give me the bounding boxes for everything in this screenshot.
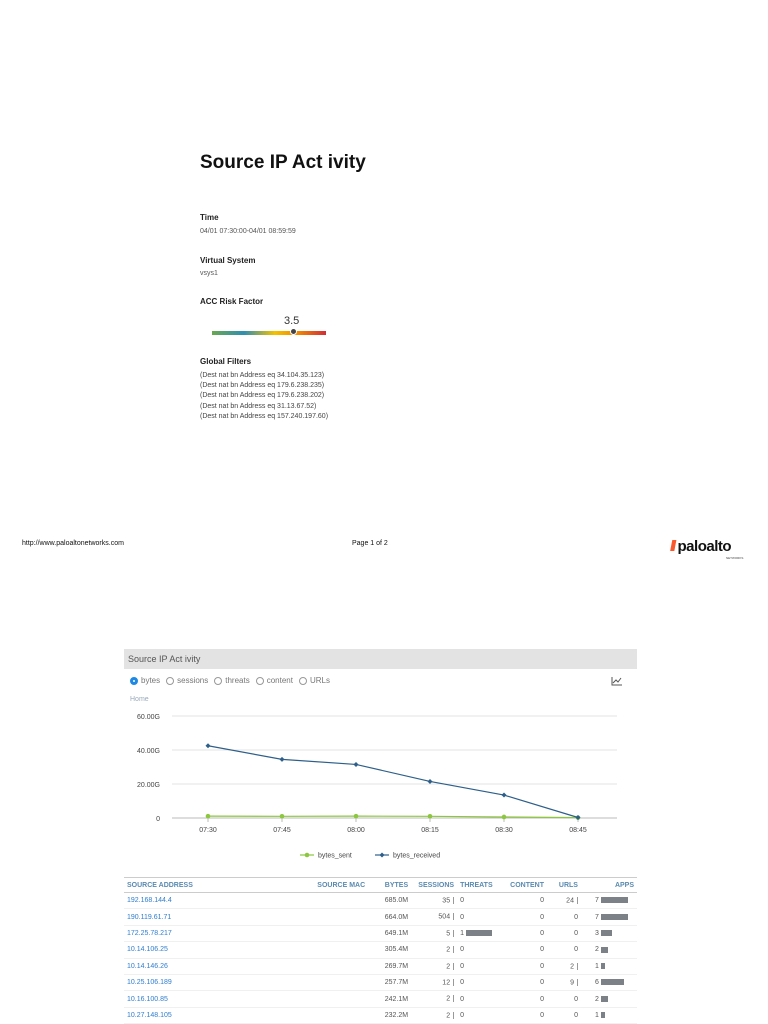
source-mac-cell (314, 909, 375, 925)
threats-cell: 0 (460, 995, 464, 1003)
data-point (206, 814, 211, 819)
source-mac-cell (314, 942, 375, 958)
col-urls[interactable]: URLS (547, 878, 581, 893)
risk-label: ACC Risk Factor (200, 297, 264, 306)
y-tick-label: 60.00G (137, 714, 160, 721)
urls-cell: 0 (574, 929, 578, 937)
content-cell: 0 (540, 929, 545, 937)
apps-cell: 7 (581, 893, 637, 909)
radio-bytes[interactable]: bytes (130, 676, 160, 685)
time-value: 04/01 07:30:00-04/01 08:59:59 (200, 228, 296, 235)
table-row[interactable] (124, 909, 637, 925)
y-tick-label: 20.00G (137, 782, 160, 789)
source-mac-cell (314, 958, 375, 974)
content-cell: 0 (540, 962, 545, 970)
sessions-bar (453, 913, 454, 920)
source-address-link[interactable]: 10.14.106.25 (127, 946, 168, 954)
bytes-cell: 685.0M (384, 897, 409, 905)
time-label: Time (200, 213, 219, 222)
source-mac-cell (314, 974, 375, 990)
threats-cell: 0 (460, 897, 464, 905)
data-point (428, 779, 433, 784)
source-address-link[interactable]: 172.25.78.217 (127, 929, 172, 937)
content-cell: 0 (540, 913, 545, 921)
col-sessions[interactable]: SESSIONS (411, 878, 457, 893)
data-point (354, 814, 359, 819)
sessions-bar (453, 995, 454, 1002)
table-row[interactable] (124, 1007, 637, 1023)
content-cell: 0 (540, 995, 545, 1003)
urls-cell: 0 (574, 946, 578, 954)
data-point (354, 762, 359, 767)
series-line-bytes_sent (208, 816, 578, 818)
filters-label: Global Filters (200, 357, 252, 366)
radio-urls[interactable]: URLs (299, 676, 330, 685)
filter-item: (Dest nat bn Address eq 31.13.67.52) (200, 402, 317, 410)
sessions-cell: 2 (411, 991, 457, 1007)
source-address-link[interactable]: 10.16.100.85 (127, 995, 168, 1003)
sessions-cell: 35 (411, 893, 457, 909)
series-line-bytes_received (208, 746, 578, 818)
bytes-cell: 232.2M (384, 1011, 409, 1019)
source-address-link[interactable]: 10.14.146.26 (127, 962, 168, 970)
page-number: Page 1 of 2 (352, 540, 388, 547)
line-chart (120, 705, 630, 865)
content-cell: 0 (540, 897, 545, 905)
col-source-mac[interactable]: SOURCE MAC (314, 878, 375, 893)
radio-selected-icon[interactable] (130, 677, 138, 685)
content-cell: 0 (540, 1011, 545, 1019)
urls-bar (577, 963, 578, 970)
bytes-cell: 242.1M (384, 995, 409, 1003)
filter-item: (Dest nat bn Address eq 179.6.238.202) (200, 392, 325, 400)
apps-cell: 2 (581, 942, 637, 958)
apps-cell: 1 (581, 1007, 637, 1023)
paloalto-mark-icon: /// (670, 538, 674, 555)
sessions-bar (453, 963, 454, 970)
radio-icon[interactable] (214, 677, 222, 685)
vsys-value: vsys1 (200, 270, 218, 277)
data-point (206, 743, 211, 748)
source-ip-table (124, 877, 637, 1024)
threats-bar (466, 930, 492, 936)
filter-item: (Dest nat bn Address eq 157.240.197.60) (200, 412, 329, 420)
apps-bar (601, 897, 628, 903)
sessions-bar (453, 979, 454, 986)
radio-icon[interactable] (299, 677, 307, 685)
risk-gradient-bar (212, 331, 326, 335)
col-source-address[interactable]: SOURCE ADDRESS (124, 878, 314, 893)
source-mac-cell (314, 925, 375, 941)
table-row[interactable] (124, 925, 637, 941)
legend-marker (305, 853, 310, 858)
sessions-cell: 504 (411, 909, 457, 925)
urls-bar (577, 979, 578, 986)
threats-cell: 0 (460, 979, 464, 987)
bytes-cell: 269.7M (384, 962, 409, 970)
logo-subtitle: NETWORKS (726, 556, 744, 560)
radio-icon[interactable] (166, 677, 174, 685)
apps-bar (601, 930, 612, 936)
radio-sessions[interactable]: sessions (166, 676, 208, 685)
bytes-cell: 257.7M (384, 979, 409, 987)
footer-url[interactable]: http://www.paloaltonetworks.com (22, 540, 124, 547)
source-address-link[interactable]: 10.27.148.105 (127, 1011, 172, 1019)
sessions-bar (453, 930, 454, 937)
paloalto-logo: /// paloalto (670, 538, 732, 555)
x-tick-label: 07:45 (273, 827, 291, 834)
apps-cell: 3 (581, 925, 637, 941)
apps-bar (601, 996, 608, 1002)
apps-cell: 6 (581, 974, 637, 990)
data-point (502, 793, 507, 798)
apps-bar (601, 963, 605, 969)
data-point (280, 814, 285, 819)
x-tick-label: 08:15 (421, 827, 439, 834)
urls-cell: 0 (574, 1011, 578, 1019)
threats-cell: 0 (460, 946, 464, 954)
data-point (428, 814, 433, 819)
data-point (502, 815, 507, 820)
col-bytes[interactable]: BYTES (375, 878, 411, 893)
report-title: Source IP Act ivity (200, 152, 366, 173)
table-row[interactable] (124, 991, 637, 1007)
apps-cell: 7 (581, 909, 637, 925)
breadcrumb-home[interactable]: Home (130, 696, 149, 703)
table-row[interactable] (124, 942, 637, 958)
legend-marker (380, 853, 385, 858)
bytes-cell: 649.1M (384, 929, 409, 937)
radio-content[interactable]: content (256, 676, 293, 685)
legend-label: bytes_sent (318, 852, 352, 860)
vsys-label: Virtual System (200, 256, 256, 265)
sessions-cell: 2 (411, 1007, 457, 1023)
data-point (280, 757, 285, 762)
table-row[interactable] (124, 958, 637, 974)
apps-bar (601, 914, 628, 920)
apps-bar (601, 1012, 605, 1018)
source-address-link[interactable]: 192.168.144.4 (127, 897, 172, 905)
x-tick-label: 08:30 (495, 827, 513, 834)
metric-radio-group (130, 676, 330, 685)
table-row[interactable] (124, 974, 637, 990)
urls-cell: 9 (547, 974, 581, 990)
source-mac-cell (314, 1007, 375, 1023)
content-cell: 0 (540, 979, 545, 987)
y-tick-label: 40.00G (137, 748, 160, 755)
apps-cell: 2 (581, 991, 637, 1007)
filter-item: (Dest nat bn Address eq 179.6.238.235) (200, 382, 325, 390)
sessions-bar (453, 1012, 454, 1019)
apps-bar (601, 979, 624, 985)
urls-cell: 0 (574, 913, 578, 921)
apps-cell: 1 (581, 958, 637, 974)
sessions-cell: 2 (411, 958, 457, 974)
legend-label: bytes_received (393, 852, 441, 860)
filter-item: (Dest nat bn Address eq 34.104.35.123) (200, 372, 325, 379)
risk-value: 3.5 (284, 315, 300, 327)
content-cell: 0 (540, 946, 545, 954)
bytes-cell: 305.4M (384, 946, 409, 954)
bytes-cell: 664.0M (384, 913, 409, 921)
radio-threats[interactable]: threats (214, 676, 249, 685)
col-apps[interactable]: APPS (581, 878, 637, 893)
widget-title: Source IP Act ivity (124, 649, 637, 669)
col-threats[interactable]: THREATS (457, 878, 503, 893)
threats-cell: 0 (460, 913, 464, 921)
radio-icon[interactable] (256, 677, 264, 685)
source-mac-cell (314, 991, 375, 1007)
global-filters (200, 371, 328, 422)
apps-bar (601, 947, 608, 953)
sessions-bar (453, 897, 454, 904)
sessions-cell: 2 (411, 942, 457, 958)
urls-bar (577, 897, 578, 904)
x-tick-label: 08:00 (347, 827, 365, 834)
sessions-bar (453, 946, 454, 953)
table-header-row (124, 878, 637, 893)
table-row[interactable] (124, 893, 637, 909)
threats-cell: 0 (460, 1011, 464, 1019)
threats-cell: 0 (460, 962, 464, 970)
chart-export-icon[interactable] (611, 676, 623, 686)
urls-cell: 0 (574, 995, 578, 1003)
col-content[interactable]: CONTENT (503, 878, 547, 893)
sessions-cell: 5 (411, 925, 457, 941)
risk-marker (290, 328, 297, 335)
x-tick-label: 08:45 (569, 827, 587, 834)
urls-cell: 24 (547, 893, 581, 909)
data-point (576, 815, 581, 820)
sessions-cell: 12 (411, 974, 457, 990)
threats-cell: 1 (457, 925, 503, 941)
x-tick-label: 07:30 (199, 827, 217, 834)
source-address-link[interactable]: 190.119.61.71 (127, 913, 172, 921)
source-address-link[interactable]: 10.25.106.189 (127, 979, 172, 987)
urls-cell: 2 (547, 958, 581, 974)
y-tick-label: 0 (156, 816, 160, 823)
source-mac-cell (314, 893, 375, 909)
